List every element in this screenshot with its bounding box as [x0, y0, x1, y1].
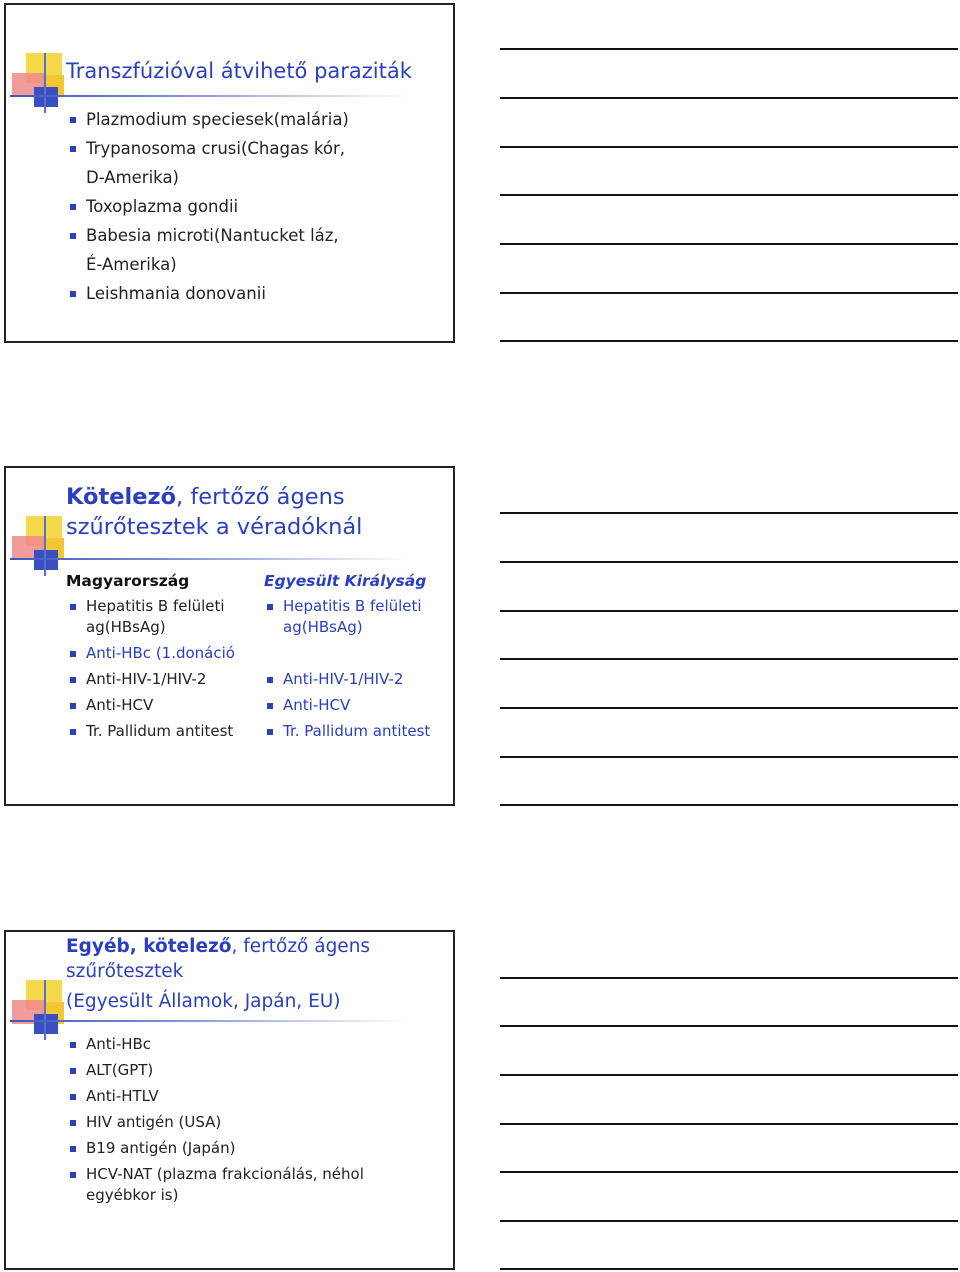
- note-line: [500, 1220, 958, 1222]
- note-line: [500, 1025, 958, 1027]
- list-item: Anti-HBc: [68, 1034, 448, 1055]
- list-item: Anti-HIV-1/HIV-2: [265, 669, 455, 690]
- slide-title: [66, 482, 362, 543]
- list-item-continuation: É-Amerika): [86, 255, 177, 274]
- note-line: [500, 977, 958, 979]
- list-item: ALT(GPT): [68, 1060, 448, 1081]
- list-item: Anti-HCV: [68, 695, 258, 716]
- title-rest: , fertőző ágens: [231, 936, 371, 957]
- list-item: Hepatitis B felületi ag(HBsAg): [265, 596, 455, 638]
- list-item: HIV antigén (USA): [68, 1112, 448, 1133]
- list-item: B19 antigén (Japán): [68, 1138, 448, 1159]
- list-item: HCV-NAT (plazma frakcionálás, néhol egyébkor is): [68, 1164, 448, 1206]
- title-rest: , fertőző ágens: [176, 484, 345, 510]
- note-line: [500, 1074, 958, 1076]
- notes-lines-3: [500, 0, 958, 1272]
- note-line: [500, 1171, 958, 1173]
- slide-other-tests: [4, 930, 455, 1270]
- hungary-list: [68, 596, 258, 742]
- list-item: Leishmania donovanii: [68, 279, 349, 308]
- uk-list: [265, 596, 455, 742]
- list-item: Anti-HIV-1/HIV-2: [68, 669, 258, 690]
- title-line3: (Egyesült Államok, Japán, EU): [66, 991, 341, 1012]
- title-bold: Egyéb, kötelező: [66, 936, 232, 957]
- list-item: Anti-HCV: [265, 695, 455, 716]
- list-item: Tr. Pallidum antitest: [265, 721, 455, 742]
- list-item: Plazmodium speciesek(malária): [68, 105, 349, 134]
- column-heading-hungary: Magyarország: [66, 572, 190, 590]
- note-line: [500, 1123, 958, 1125]
- slide-decoration-icon: [10, 53, 70, 113]
- column-heading-uk: Egyesült Királyság: [264, 572, 427, 590]
- slide-title: Transzfúzióval átvihető paraziták: [66, 59, 412, 83]
- note-line: [500, 1268, 958, 1270]
- list-item: Hepatitis B felületi ag(HBsAg): [68, 596, 258, 638]
- slide-decoration-icon: [10, 516, 70, 576]
- list-item-continuation: D-Amerika): [86, 168, 179, 187]
- list-item: Anti-HTLV: [68, 1086, 448, 1107]
- list-item: Tr. Pallidum antitest: [68, 721, 258, 742]
- title-line2: szűrőtesztek a véradóknál: [66, 514, 363, 541]
- list-item: Toxoplazma gondii: [68, 192, 349, 221]
- list-item: Trypanosoma crusi(Chagas kór,: [68, 134, 349, 163]
- list-item: Anti-HBc (1.donáció: [68, 643, 258, 664]
- slide-parasites: [4, 3, 455, 343]
- list-item: Babesia microti(Nantucket láz,: [68, 221, 349, 250]
- slide-mandatory-tests: [4, 466, 455, 806]
- title-bold: Kötelező: [66, 484, 177, 510]
- parasite-list: [68, 105, 349, 308]
- slide-title: [66, 934, 370, 1014]
- title-underline: [10, 95, 410, 97]
- title-underline: [10, 558, 410, 560]
- title-line2: szűrőtesztek: [66, 961, 184, 982]
- slide-decoration-icon: [10, 980, 70, 1040]
- title-underline: [10, 1020, 410, 1022]
- other-tests-list: [68, 1034, 448, 1206]
